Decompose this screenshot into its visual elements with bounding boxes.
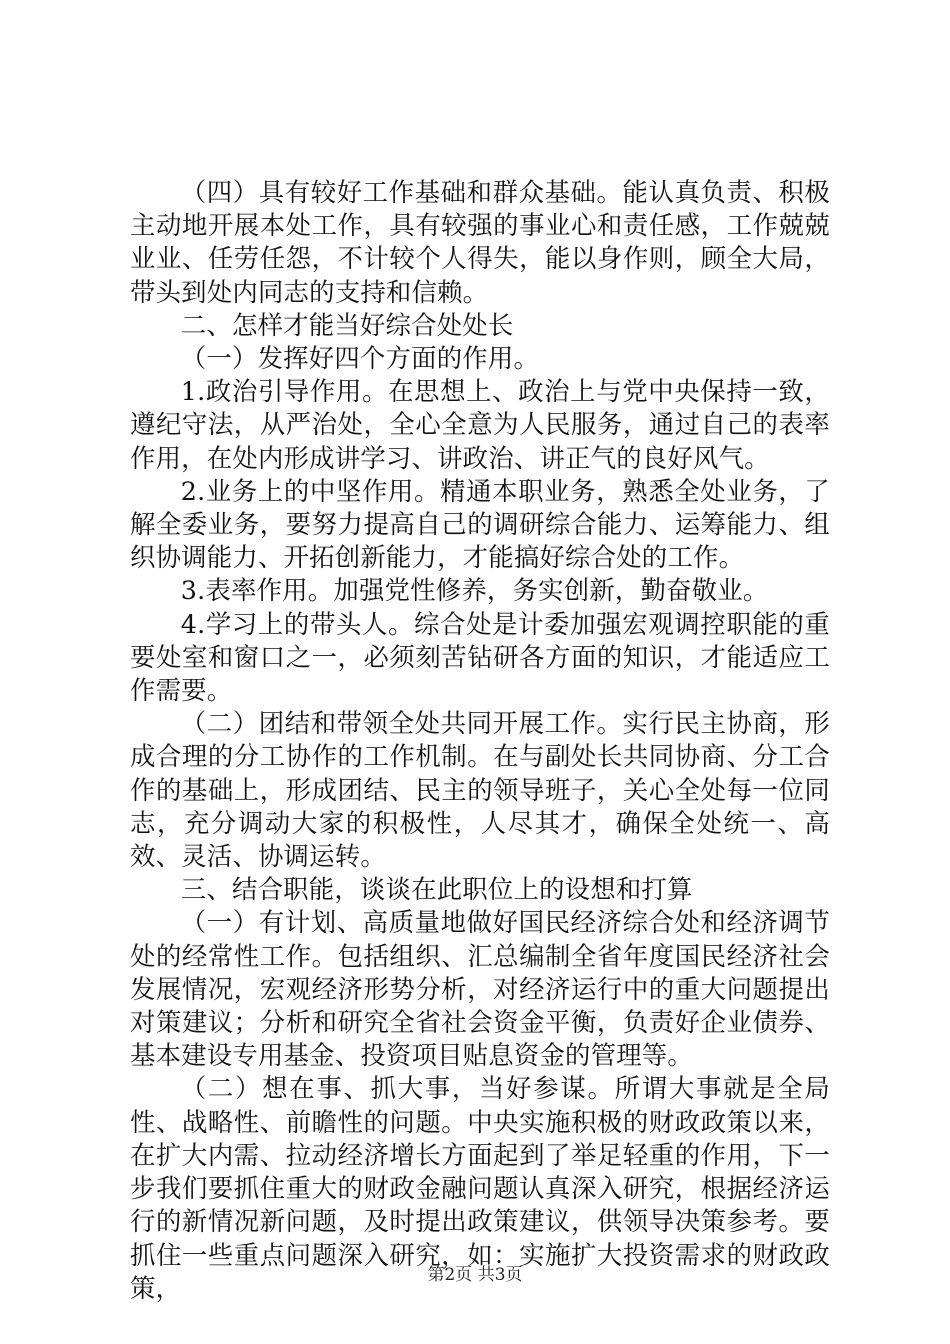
page-number-footer: 第2页 共3页: [427, 1265, 523, 1285]
paragraph-political-guidance: 1.政治引导作用。在思想上、政治上与党中央保持一致，遵纪守法，从严治处，全心全意为人民服务，通过自己的表率作用，在处内形成讲学习、讲政治、讲正气的良好风气。: [130, 376, 830, 473]
paragraph-section-4-foundation: （四）具有较好工作基础和群众基础。能认真负责、积极主动地开展本处工作，具有较强的事业心和责任感，工作兢兢业业、任劳任怨，不计较个人得失，能以身作则，顾全大局，带头到处内同志的支持和信赖。: [130, 177, 830, 307]
document-body: [130, 176, 830, 1305]
paragraph-major-issues: （二）想在事、抓大事，当好参谋。所谓大事就是全局性、战略性、前瞻性的问题。中央实施积极的财政政策以来，在扩大内需、拉动经济增长方面起到了举足轻重的作用，下一步我们要抓住重大的财政金融问题认真深入研究，根据经济运行的新情况新问题，及时提出政策建议，供领导决策参考。要抓住一些重点问题深入研究，如：实施扩大投资需求的财政政策，: [130, 1073, 830, 1303]
paragraph-learning-leader: 4.学习上的带头人。综合处是计委加强宏观调控职能的重要处室和窗口之一，必须刻苦钻研各方面的知识，才能适应工作需要。: [130, 608, 830, 706]
paragraph-exemplary-role: 3.表率作用。加强党性修养，务实创新，勤奋敬业。: [180, 575, 769, 606]
paragraph-regular-work: （一）有计划、高质量地做好国民经济综合处和经济调节处的经常性工作。包括组织、汇总编制全省年度国民经济社会发展情况，宏观经济形势分析，对经济运行中的重大问题提出对策建议；分析和研究全省社会资金平衡，负责好企业债券、基本建设专用基金、投资项目贴息资金的管理等。: [130, 907, 830, 1071]
paragraph-unity-teamwork: （二）团结和带领全处共同开展工作。实行民主协商，形成合理的分工协作的工作机制。在与副处长共同协商、分工合作的基础上，形成团结、民主的领导班子，关心全处每一位同志，充分调动大家的积极性，人尽其才，确保全处统一、高效、灵活、协调运转。: [130, 708, 830, 872]
subheading-four-roles: （一）发挥好四个方面的作用。: [180, 343, 540, 374]
heading-section-2: 二、怎样才能当好综合处处长: [180, 309, 514, 340]
paragraph-business-backbone: 2.业务上的中坚作用。精通本职业务，熟悉全处业务，了解全委业务，要努力提高自己的调研综合能力、运筹能力、组织协调能力、开拓创新能力，才能搞好综合处的工作。: [130, 475, 830, 573]
heading-section-3: 三、结合职能，谈谈在此职位上的设想和打算: [180, 874, 693, 905]
